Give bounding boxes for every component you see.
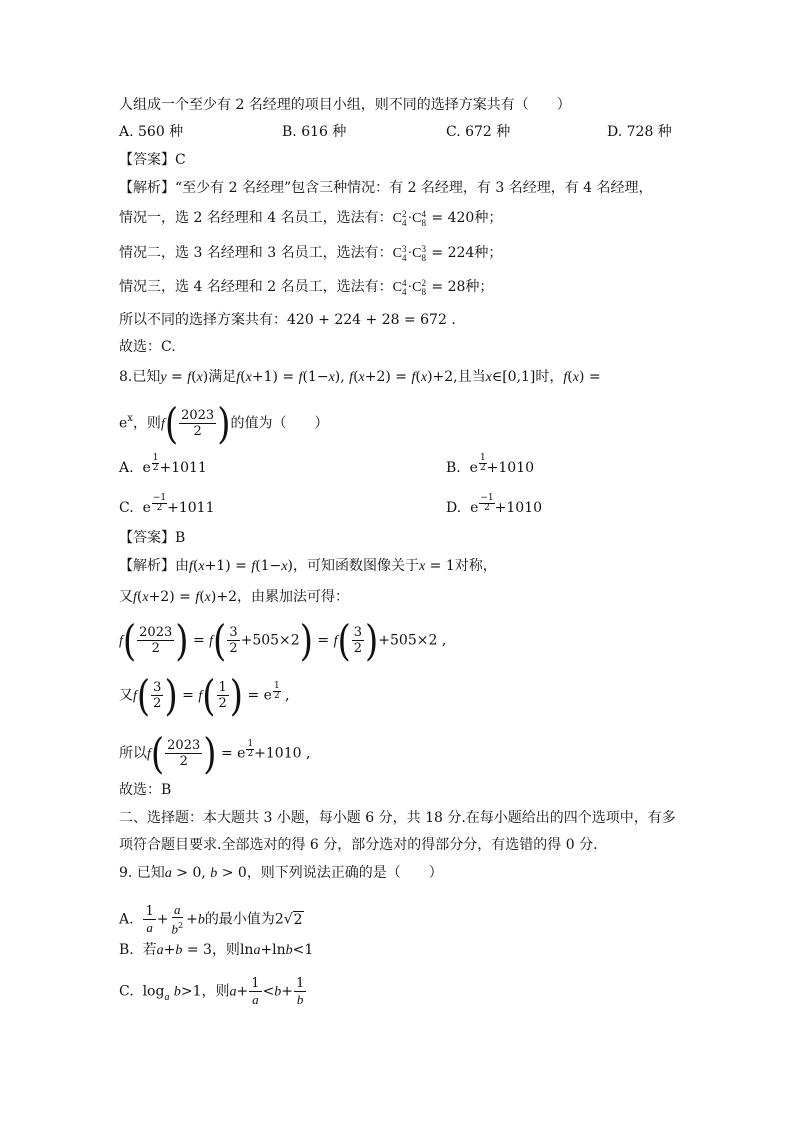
q8-analysis-line4: 又f( $\frac{3}{2}$ ) = f( $\frac{1}{2}$ ) = e $\frac{1}{2}$ , bbox=[119, 670, 290, 721]
q7-option-a: A. 560 种 bbox=[119, 124, 184, 140]
q7-answer: 【答案】C bbox=[119, 152, 186, 168]
q8-analysis-line1: 【解析】由f(x+1) = f(1−x)，可知函数图像关于x = 1对称， bbox=[119, 558, 497, 574]
q8-stem-line1: 8.已知y = f(x)满足f(x+1) = f(1−x), f(x+2) = f(x)+2,且当x∈[0,1]时，f(x) = bbox=[119, 369, 601, 385]
q8-choose: 故选：B bbox=[119, 782, 172, 798]
section2-line2: 项符合题目要求.全部选对的得 6 分，部分选对的得部分分，有选错的得 0 分. bbox=[119, 837, 598, 853]
q7-option-b: B. 616 种 bbox=[282, 124, 347, 140]
q8-analysis-line5: 所以f( $\frac{2023}{2}$ ) = e $\frac{1}{2}$ +1010 , bbox=[119, 728, 311, 779]
q8-option-b: B. e $\frac{1}{2}$ +1010 bbox=[446, 453, 535, 476]
q7-case3-result: = 28种； bbox=[431, 279, 494, 295]
q7-case3-text: 情况三，选 4 名经理和 2 名员工，选法有： bbox=[119, 279, 393, 295]
q9-option-a: A. $\frac{1}{a}$ + $\frac{a}{b^2}$ +b的最小值为2√2 bbox=[119, 902, 303, 937]
q7-stem: 人组成一个至少有 2 名经理的项目小组，则不同的选择方案共有（ ） bbox=[119, 97, 571, 113]
section2-line1: 二、选择题：本大题共 3 小题，每小题 6 分，共 18 分.在每小题给出的四个选项中，有多 bbox=[119, 810, 676, 826]
q8-stem-f: 的值为（ ） bbox=[230, 415, 329, 432]
q7-case1: 情况一，选 2 名经理和 4 名员工，选法有：C 2 4 ·C 4 8 = 420种； bbox=[119, 208, 503, 228]
q8-analysis-line2: 又f(x+2) = f(x)+2，由累加法可得： bbox=[119, 589, 349, 605]
q7-total: 所以不同的选择方案共有：420 + 224 + 28 = 672 . bbox=[119, 312, 456, 328]
q7-case2: 情况二，选 3 名经理和 3 名员工，选法有：C 3 4 ·C 3 8 = 224种； bbox=[119, 243, 503, 263]
q7-case3: 情况三，选 4 名经理和 2 名员工，选法有：C 4 4 ·C 2 8 = 28种； bbox=[119, 277, 494, 297]
q7-option-d: D. 728 种 bbox=[607, 124, 672, 140]
q7-choose: 故选：C. bbox=[119, 339, 176, 355]
q7-case1-result: = 420种； bbox=[431, 210, 503, 226]
q8-stem-d: 时， bbox=[535, 369, 564, 385]
q7-case2-result: = 224种； bbox=[431, 245, 503, 261]
q9-stem: 9. 已知a > 0, b > 0，则下列说法正确的是（ ） bbox=[119, 865, 443, 881]
q8-stem-b: 满足 bbox=[208, 369, 237, 385]
q7-case1-text: 情况一，选 2 名经理和 4 名员工，选法有： bbox=[119, 210, 393, 226]
q8-stem-a: 8.已知 bbox=[119, 369, 161, 385]
q7-case2-text: 情况二，选 3 名经理和 3 名员工，选法有： bbox=[119, 245, 393, 261]
q9-option-c: C. $\log_a b>1$，则a+ $\frac{1}{a}$ <b+ $\frac{1}{b}$ bbox=[119, 976, 305, 1007]
q8-option-a: A. e $\frac{1}{2}$ +1011 bbox=[119, 453, 207, 476]
q9-option-b: B. 若a+b = 3，则lna+lnb<1 bbox=[119, 942, 314, 958]
q8-stem-c: 且当 bbox=[457, 369, 486, 385]
q8-stem-line2: $e^x$，则f( $\frac{2023}{2}$ )的值为（ ） bbox=[119, 398, 329, 449]
q7-analysis-intro: 【解析】“至少有 2 名经理”包含三种情况：有 2 名经理，有 3 名经理，有 4 名经理， bbox=[119, 180, 653, 196]
q8-option-d: D. e $\frac{-1}{2}$ +1010 bbox=[446, 493, 543, 516]
q8-answer: 【答案】B bbox=[119, 530, 186, 546]
q8-stem-e: ，则 bbox=[132, 415, 161, 432]
q8-option-c: C. e $\frac{-1}{2}$ +1011 bbox=[119, 493, 215, 516]
q7-option-c: C. 672 种 bbox=[446, 124, 511, 140]
q8-analysis-line3: f( $\frac{2023}{2}$ ) = f( $\frac{3}{2}$ +505×2) = f( $\frac{3}{2}$ )+505×2 , bbox=[119, 615, 447, 666]
